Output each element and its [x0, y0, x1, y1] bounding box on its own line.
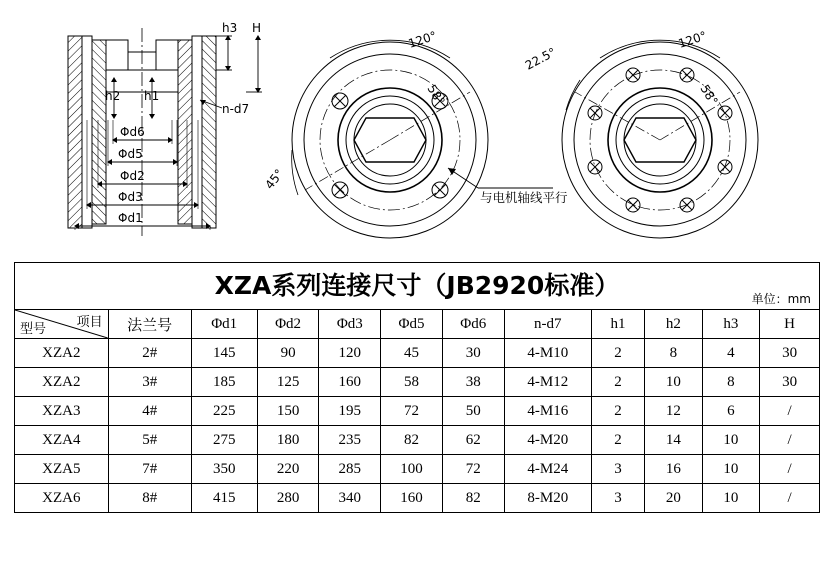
row-cell: / — [760, 455, 820, 484]
row-model: XZA6 — [15, 484, 109, 513]
row-cell: 2 — [591, 368, 644, 397]
table-title-cell — [15, 263, 820, 310]
right-view-labels — [523, 29, 721, 108]
table-row — [15, 484, 820, 513]
row-cell: 10 — [702, 484, 759, 513]
table-header-row — [15, 310, 820, 339]
technical-drawing — [0, 0, 835, 258]
angle-58-mid: 58° — [424, 82, 448, 108]
row-cell: 220 — [257, 455, 319, 484]
row-cell: 2 — [591, 426, 644, 455]
row-cell: 10 — [702, 426, 759, 455]
row-cell: 12 — [645, 397, 702, 426]
row-cell: 72 — [442, 455, 504, 484]
row-cell: 195 — [319, 397, 381, 426]
table-title-row — [15, 263, 820, 310]
dimensions-table — [14, 262, 820, 513]
row-cell: 2 — [591, 397, 644, 426]
row-cell: 340 — [319, 484, 381, 513]
row-cell: 280 — [257, 484, 319, 513]
row-cell: 5# — [108, 426, 191, 455]
row-cell: 8# — [108, 484, 191, 513]
row-cell: 3# — [108, 368, 191, 397]
row-cell: 275 — [191, 426, 257, 455]
row-cell: 30 — [442, 339, 504, 368]
row-cell: 72 — [381, 397, 443, 426]
row-cell: 8 — [702, 368, 759, 397]
header-phi-d3: Φd3 — [319, 310, 381, 339]
row-model: XZA2 — [15, 339, 109, 368]
table-row — [15, 426, 820, 455]
front-view-4-hole — [292, 40, 488, 238]
row-cell: / — [760, 484, 820, 513]
row-cell: / — [760, 426, 820, 455]
row-model: XZA5 — [15, 455, 109, 484]
header-flange-no: 法兰号 — [108, 310, 191, 339]
row-cell: 350 — [191, 455, 257, 484]
row-cell: 150 — [257, 397, 319, 426]
row-cell: 58 — [381, 368, 443, 397]
row-cell: 2# — [108, 339, 191, 368]
row-cell: 30 — [760, 339, 820, 368]
row-cell: 3 — [591, 455, 644, 484]
header-h3: h3 — [702, 310, 759, 339]
header-phi-d6: Φd6 — [442, 310, 504, 339]
row-cell: 160 — [381, 484, 443, 513]
row-cell: 90 — [257, 339, 319, 368]
angle-22-5-right: 22.5° — [522, 44, 559, 73]
row-cell: 4-M16 — [504, 397, 591, 426]
label-phi-d1: Φd1 — [118, 211, 143, 225]
angle-120-right: 120° — [676, 28, 709, 51]
label-H: H — [252, 21, 262, 35]
label-phi-d6: Φd6 — [120, 125, 145, 139]
table-row — [15, 368, 820, 397]
front-view-8-hole — [562, 40, 758, 238]
row-cell: 225 — [191, 397, 257, 426]
row-cell: 120 — [319, 339, 381, 368]
row-cell: 4-M12 — [504, 368, 591, 397]
row-cell: 4-M20 — [504, 426, 591, 455]
header-h2: h2 — [645, 310, 702, 339]
row-cell: 14 — [645, 426, 702, 455]
header-n-d7: n-d7 — [504, 310, 591, 339]
row-cell: 50 — [442, 397, 504, 426]
row-model: XZA4 — [15, 426, 109, 455]
note-text: 与电机轴线平行 — [480, 190, 568, 205]
angle-120-mid: 120° — [406, 28, 439, 51]
table-unit: 单位：mm — [751, 292, 811, 306]
header-phi-d1: Φd1 — [191, 310, 257, 339]
label-h1: h1 — [144, 89, 160, 103]
row-cell: 16 — [645, 455, 702, 484]
row-cell: 10 — [702, 455, 759, 484]
row-cell: 235 — [319, 426, 381, 455]
row-cell: 285 — [319, 455, 381, 484]
table-row — [15, 339, 820, 368]
header-h1: h1 — [591, 310, 644, 339]
label-h3: h3 — [222, 21, 238, 35]
row-cell: 30 — [760, 368, 820, 397]
corner-label-item: 项目 — [76, 315, 103, 330]
row-cell: 4-M10 — [504, 339, 591, 368]
row-cell: 20 — [645, 484, 702, 513]
angle-58-right: 58° — [697, 82, 721, 108]
row-cell: 160 — [319, 368, 381, 397]
row-cell: 8 — [645, 339, 702, 368]
row-cell: 4# — [108, 397, 191, 426]
row-cell: 45 — [381, 339, 443, 368]
header-phi-d2: Φd2 — [257, 310, 319, 339]
corner-header-cell — [15, 310, 109, 339]
header-H: H — [760, 310, 820, 339]
row-cell: 2 — [591, 339, 644, 368]
row-model: XZA3 — [15, 397, 109, 426]
table-row — [15, 397, 820, 426]
row-cell: 180 — [257, 426, 319, 455]
label-phi-d3: Φd3 — [118, 190, 143, 204]
angle-45-mid: 45° — [262, 166, 287, 192]
row-cell: 100 — [381, 455, 443, 484]
row-cell: 4-M24 — [504, 455, 591, 484]
corner-label-model: 型号 — [20, 322, 47, 337]
row-cell: 8-M20 — [504, 484, 591, 513]
row-cell: 82 — [381, 426, 443, 455]
label-h2: h2 — [105, 89, 121, 103]
row-cell: / — [760, 397, 820, 426]
row-model: XZA2 — [15, 368, 109, 397]
row-cell: 10 — [645, 368, 702, 397]
label-n-d7: n-d7 — [222, 102, 250, 116]
row-cell: 125 — [257, 368, 319, 397]
row-cell: 82 — [442, 484, 504, 513]
table-title: XZA系列连接尺寸（JB2920标准） — [214, 271, 620, 300]
row-cell: 62 — [442, 426, 504, 455]
row-cell: 185 — [191, 368, 257, 397]
row-cell: 145 — [191, 339, 257, 368]
label-phi-d5: Φd5 — [118, 147, 143, 161]
label-phi-d2: Φd2 — [120, 169, 145, 183]
row-cell: 7# — [108, 455, 191, 484]
dimensions-table-wrapper — [14, 262, 820, 513]
row-cell: 3 — [591, 484, 644, 513]
table-row — [15, 455, 820, 484]
header-phi-d5: Φd5 — [381, 310, 443, 339]
row-cell: 6 — [702, 397, 759, 426]
row-cell: 4 — [702, 339, 759, 368]
row-cell: 415 — [191, 484, 257, 513]
row-cell: 38 — [442, 368, 504, 397]
